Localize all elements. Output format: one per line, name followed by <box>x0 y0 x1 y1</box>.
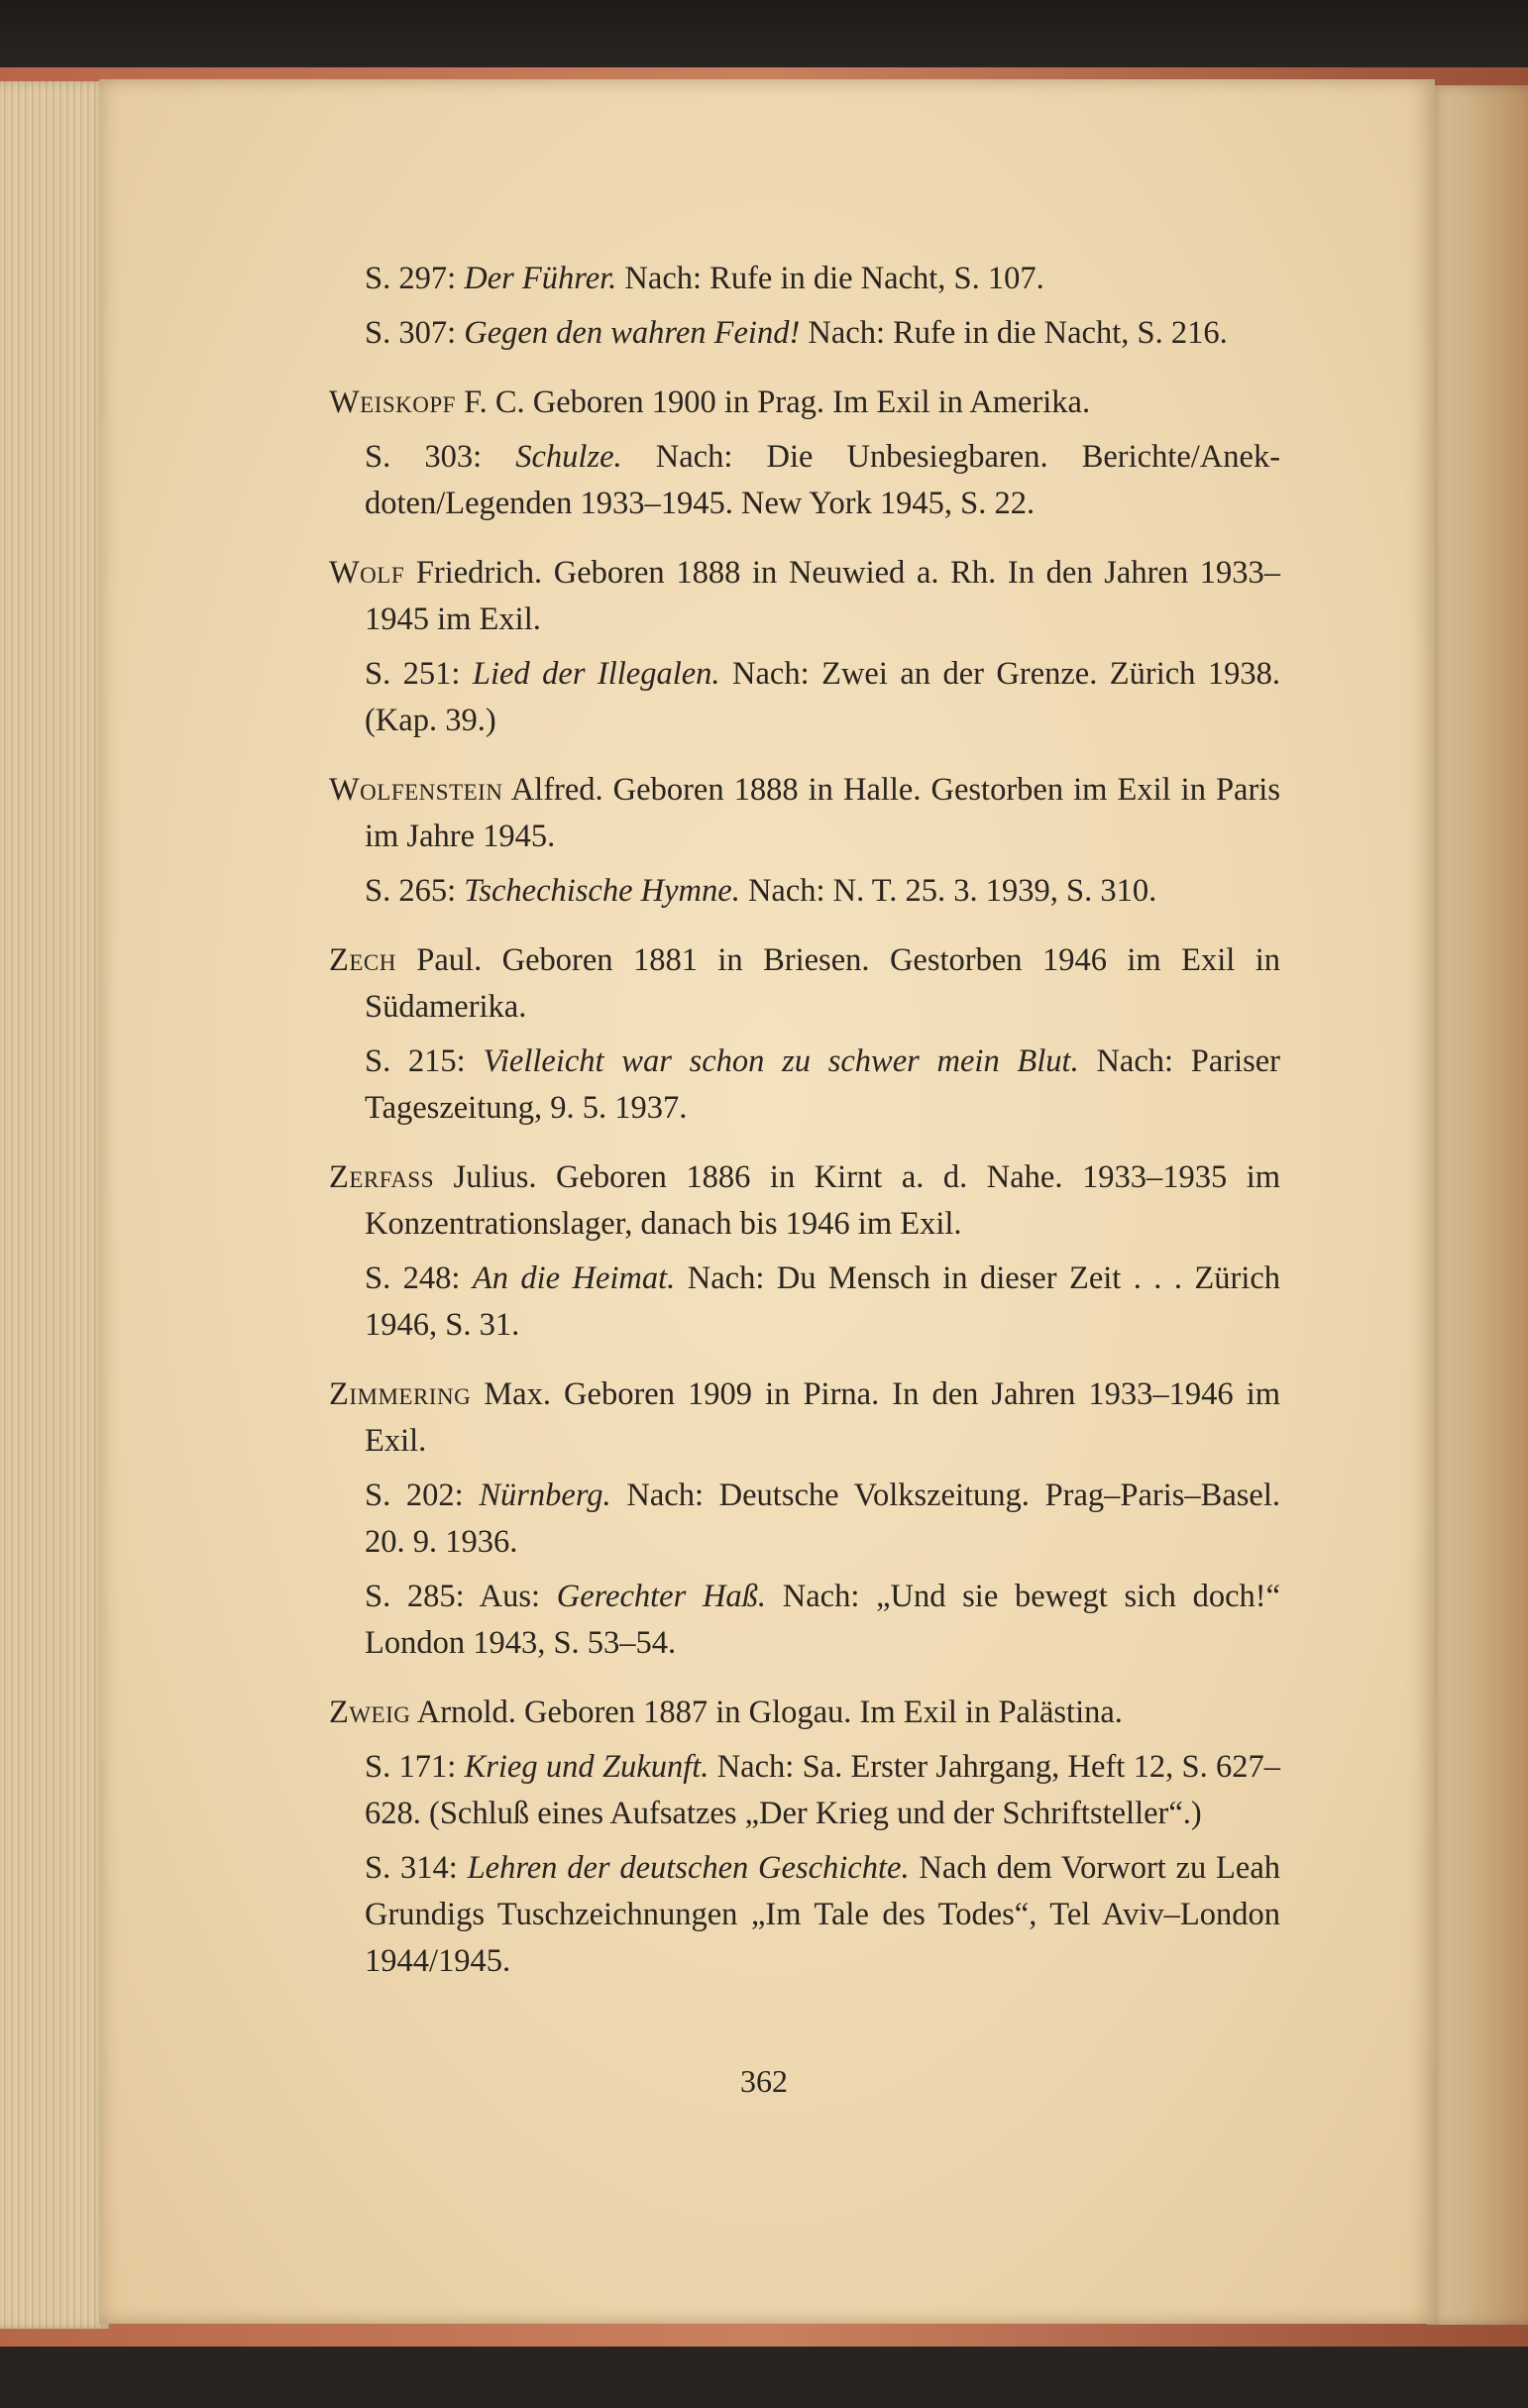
source-line: S. 314: Lehren der deutschen Geschichte. Nach dem Vorwort zu Leah Grundigs Tuschzeichnungen „Im Tale des Todes“, Tel Aviv–London 1944/1945. <box>365 1850 1281 1979</box>
author-name: Zweig <box>329 1695 411 1730</box>
source-line: S. 251: Lied der Illegalen. Nach: Zwei an der Grenze. Zürich 1938. (Kap. 39.) <box>365 656 1281 738</box>
left-page-stack <box>0 81 109 2329</box>
entry-zech <box>329 937 1280 1132</box>
author-heading: Zerfass Julius. Geboren 1886 in Kirnt a. d. Nahe. 1933–1935 im Konzentrationslager, danach bis 1946 im Exil. <box>329 1159 1281 1242</box>
author-name: Zech <box>329 942 396 978</box>
author-name: Zimmering <box>329 1376 472 1412</box>
source-line: S. 265: Tschechische Hymne. Nach: N. T. 25. 3. 1939, S. 310. <box>365 873 1157 909</box>
source-line: S. 171: Krieg und Zukunft. Nach: Sa. Erster Jahrgang, Heft 12, S. 627–628. (Schluß eines Aufsatzes „Der Krieg und der Schriftsteller“.) <box>365 1749 1281 1831</box>
source-line: S. 202: Nürnberg. Nach: Deutsche Volkszeitung. Prag–Paris–Basel. 20. 9. 1936. <box>365 1478 1281 1560</box>
right-page-stack <box>1427 85 1528 2325</box>
entry-continuation <box>329 256 1280 357</box>
page-text <box>329 256 1280 2008</box>
source-line: S. 285: Aus: Gerechter Haß. Nach: „Und sie bewegt sich doch!“ London 1943, S. 53–54. <box>365 1579 1280 1661</box>
author-heading: Wolf Friedrich. Geboren 1888 in Neuwied a. Rh. In den Jahren 1933–1945 im Exil. <box>329 555 1281 637</box>
author-name: Zerfass <box>329 1159 435 1195</box>
author-name: Wolf <box>329 555 405 591</box>
author-heading: Weiskopf F. C. Geboren 1900 in Prag. Im Exil in Amerika. <box>329 384 1091 420</box>
author-name: Weiskopf <box>329 384 456 420</box>
entry-wolfenstein <box>329 767 1280 915</box>
source-line: S. 307: Gegen den wahren Feind! Nach: Rufe in die Nacht, S. 216. <box>365 315 1228 351</box>
entry-weiskopf <box>329 380 1280 527</box>
source-line: S. 215: Vielleicht war schon zu schwer mein Blut. Nach: Pariser Tageszeitung, 9. 5. 1937. <box>365 1043 1281 1126</box>
entry-wolf <box>329 550 1280 744</box>
entry-zimmering <box>329 1371 1280 1667</box>
author-name: Wolfenstein <box>329 772 503 808</box>
source-line: S. 297: Der Führer. Nach: Rufe in die Nacht, S. 107. <box>365 261 1044 296</box>
source-line: S. 248: An die Heimat. Nach: Du Mensch in dieser Zeit . . . Zürich 1946, S. 31. <box>365 1260 1281 1343</box>
author-heading: Zimmering Max. Geboren 1909 in Pirna. In den Jahren 1933–1946 im Exil. <box>329 1376 1281 1459</box>
author-heading: Zech Paul. Geboren 1881 in Briesen. Gestorben 1946 im Exil in Südamerika. <box>329 942 1280 1025</box>
entry-zweig <box>329 1690 1280 1985</box>
author-heading: Zweig Arnold. Geboren 1887 in Glogau. Im Exil in Palästina. <box>329 1695 1123 1730</box>
author-heading: Wolfenstein Alfred. Geboren 1888 in Halle. Gestorben im Exil in Paris im Jahre 1945. <box>329 772 1280 854</box>
source-line: S. 303: Schulze. Nach: Die Unbesiegbaren. Berichte/Anek-doten/Legenden 1933–1945. New York 1945, S. 22. <box>365 439 1281 521</box>
entry-zerfass <box>329 1154 1280 1349</box>
page-number: 362 <box>740 2063 788 2099</box>
